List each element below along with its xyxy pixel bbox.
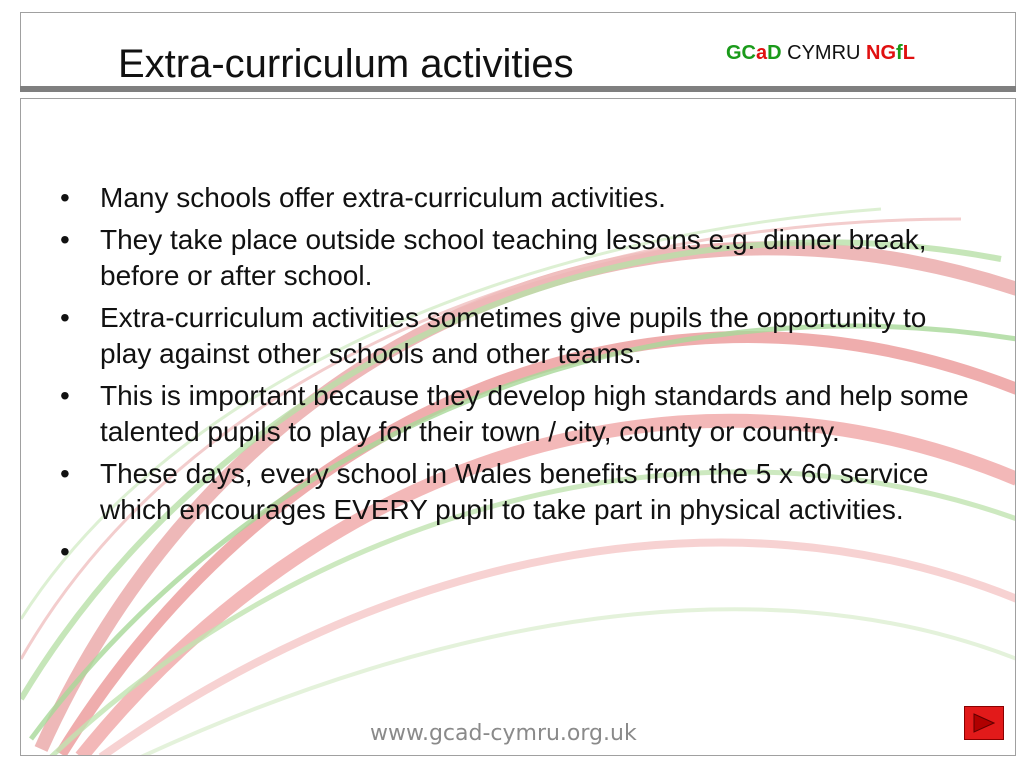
bullet-item — [56, 456, 976, 528]
bullet-marker: • — [60, 302, 70, 333]
slide-title: Extra-curriculum activities — [118, 42, 574, 86]
bullet-text: Many schools offer extra-curriculum activities. — [100, 182, 666, 213]
bullet-list — [56, 180, 976, 567]
bullet-marker: • — [60, 380, 70, 411]
bullet-marker: • — [60, 458, 70, 489]
play-arrow-icon — [973, 713, 995, 733]
logo-text-cymru: CYMRU — [781, 42, 867, 64]
next-slide-button[interactable] — [964, 706, 1004, 740]
bullet-item — [56, 180, 976, 216]
bullet-text: They take place outside school teaching lessons e.g. dinner break, before or after school. — [100, 224, 927, 291]
bullet-item — [56, 378, 976, 450]
logo-text-a: a — [756, 42, 768, 64]
logo-text-d: D — [767, 42, 782, 64]
footer-website-url[interactable]: www.gcad-cymru.org.uk — [370, 721, 637, 746]
bullet-marker: • — [60, 536, 70, 567]
bullet-text: These days, every school in Wales benefits from the 5 x 60 service which encourages EVERY pupil to take part in physical activities. — [100, 458, 929, 525]
logo-text-gc: GC — [726, 42, 756, 64]
bullet-text: This is important because they develop high standards and help some talented pupils to play for their town / city, county or country. — [100, 380, 969, 447]
bullet-marker: • — [60, 224, 70, 255]
bullet-marker: • — [60, 182, 70, 213]
bullet-text: Extra-curriculum activities sometimes give pupils the opportunity to play against other schools and other teams. — [100, 302, 927, 369]
gcad-logo — [726, 40, 915, 66]
bullet-item — [56, 222, 976, 294]
bullet-item — [56, 300, 976, 372]
logo-text-f: f — [896, 42, 903, 64]
logo-text-ng: NG — [866, 42, 897, 64]
logo-text-l: L — [902, 42, 915, 64]
